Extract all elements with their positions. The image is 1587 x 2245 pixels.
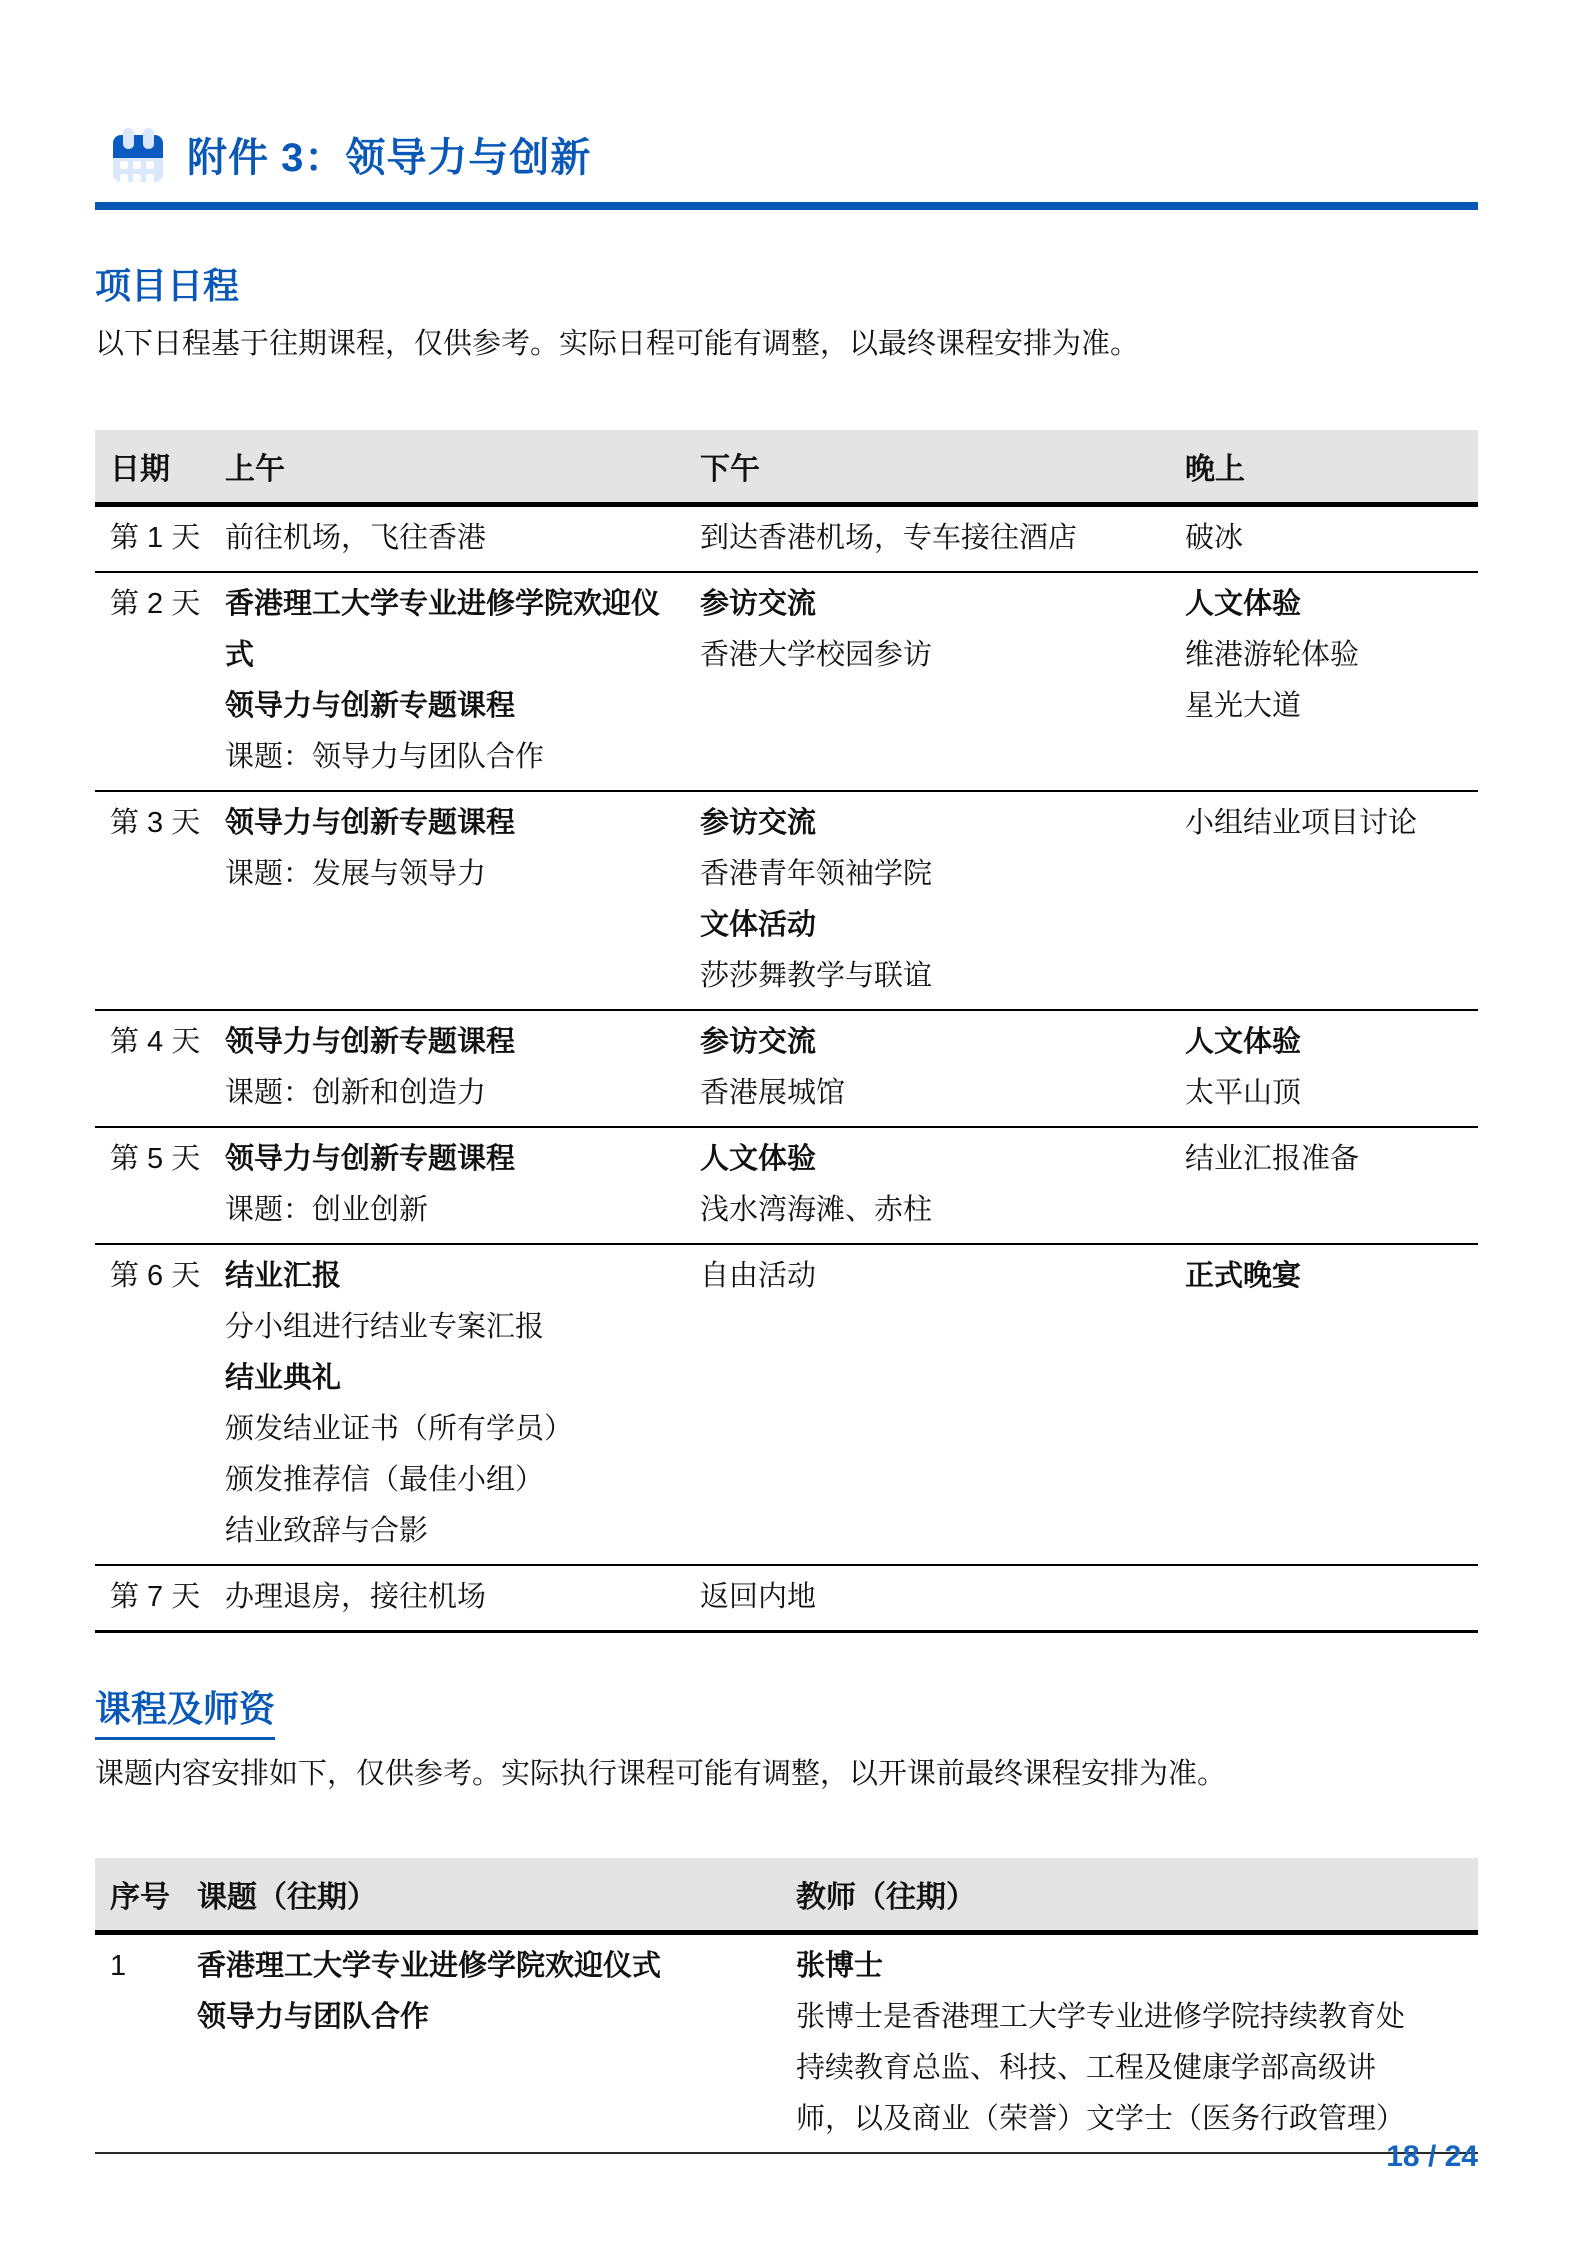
text-line: 领导力与创新专题课程 xyxy=(225,690,516,722)
text-line: 课题：创业创新 xyxy=(225,1194,429,1226)
courses-topic-cell xyxy=(182,1933,781,2154)
schedule-afternoon-cell xyxy=(685,572,1170,791)
document-header xyxy=(113,126,1478,183)
schedule-morning-cell xyxy=(210,791,685,1010)
schedule-day-cell xyxy=(95,1244,210,1565)
schedule-col-evening: 晚上 xyxy=(1170,430,1478,505)
schedule-afternoon-cell xyxy=(685,505,1170,573)
schedule-row xyxy=(95,1127,1478,1244)
calendar-icon-dot xyxy=(120,174,128,182)
text-line: 参访交流 xyxy=(700,807,817,839)
calendar-icon-dot xyxy=(146,174,154,182)
calendar-icon-band xyxy=(113,135,163,158)
schedule-day-cell xyxy=(95,1565,210,1632)
title-divider xyxy=(95,202,1478,210)
text-line: 正式晚宴 xyxy=(1185,1260,1302,1292)
text-line: 第 3 天 xyxy=(110,807,201,839)
text-line: 维港游轮体验 xyxy=(1185,639,1360,671)
schedule-morning-cell xyxy=(210,1010,685,1127)
text-line: 香港青年领袖学院 xyxy=(700,858,933,890)
text-line: 香港大学校园参访 xyxy=(700,639,933,671)
page-title: 附件 3：领导力与创新 xyxy=(187,136,592,180)
text-line: 参访交流 xyxy=(700,1026,817,1058)
schedule-morning-cell xyxy=(210,505,685,573)
calendar-icon-dot xyxy=(146,161,154,169)
text-line: 香港展城馆 xyxy=(700,1077,846,1109)
schedule-day-cell xyxy=(95,505,210,573)
courses-note: 课题内容安排如下，仅供参考。实际执行课程可能有调整，以开课前最终课程安排为准。 xyxy=(95,1758,1227,1790)
text-line: 香港理工大学专业进修学院欢迎仪式 xyxy=(197,1950,662,1982)
text-line: 课题：领导力与团队合作 xyxy=(225,741,545,773)
courses-table xyxy=(95,1858,1478,2154)
schedule-section xyxy=(95,262,1478,1633)
schedule-row xyxy=(95,1565,1478,1632)
calendar-icon-ring xyxy=(143,128,154,149)
schedule-afternoon-cell xyxy=(685,1565,1170,1632)
schedule-afternoon-cell xyxy=(685,791,1170,1010)
text-line: 人文体验 xyxy=(700,1143,817,1175)
text-line: 第 4 天 xyxy=(110,1026,201,1058)
text-line: 张博士是香港理工大学专业进修学院持续教育处 xyxy=(796,2001,1406,2033)
schedule-evening-cell xyxy=(1170,1010,1478,1127)
schedule-afternoon-cell xyxy=(685,1244,1170,1565)
text-line: 前往机场，飞往香港 xyxy=(225,522,487,554)
text-line: 分小组进行结业专案汇报 xyxy=(225,1311,545,1343)
text-line: 持续教育总监、科技、工程及健康学部高级讲 xyxy=(796,2052,1377,2084)
schedule-morning-cell xyxy=(210,572,685,791)
schedule-evening-cell xyxy=(1170,505,1478,573)
text-line: 星光大道 xyxy=(1185,690,1302,722)
schedule-heading: 项目日程 xyxy=(95,265,240,306)
text-line: 到达香港机场，专车接往酒店 xyxy=(700,522,1078,554)
schedule-col-afternoon: 下午 xyxy=(685,430,1170,505)
text-line: 办理退房，接往机场 xyxy=(225,1581,487,1613)
text-line: 浅水湾海滩、赤柱 xyxy=(700,1194,933,1226)
text-line: 自由活动 xyxy=(700,1260,817,1292)
schedule-day-cell xyxy=(95,1010,210,1127)
courses-col-teacher: 教师（往期） xyxy=(781,1858,1478,1933)
schedule-evening-cell xyxy=(1170,1127,1478,1244)
schedule-morning-cell xyxy=(210,1244,685,1565)
text-line: 领导力与创新专题课程 xyxy=(225,1026,516,1058)
schedule-table xyxy=(95,430,1478,1633)
text-line: 结业汇报 xyxy=(225,1260,342,1292)
page-number: 18 / 24 xyxy=(1386,2140,1478,2173)
schedule-morning-cell xyxy=(210,1127,685,1244)
calendar-icon-ring xyxy=(123,128,134,149)
courses-no-cell xyxy=(95,1933,182,2154)
schedule-morning-cell xyxy=(210,1565,685,1632)
text-line: 颁发推荐信（最佳小组） xyxy=(225,1464,545,1496)
text-line: 张博士 xyxy=(796,1950,884,1982)
schedule-row xyxy=(95,1010,1478,1127)
text-line: 太平山顶 xyxy=(1185,1077,1302,1109)
text-line: 第 1 天 xyxy=(110,522,201,554)
text-line: 领导力与创新专题课程 xyxy=(225,1143,516,1175)
schedule-col-date: 日期 xyxy=(95,430,210,505)
courses-heading: 课程及师资 xyxy=(95,1685,275,1740)
courses-col-topic: 课题（往期） xyxy=(182,1858,781,1933)
text-line: 香港理工大学专业进修学院欢迎仪式 xyxy=(225,588,661,671)
courses-section xyxy=(95,1685,1478,2154)
text-line: 颁发结业证书（所有学员） xyxy=(225,1413,574,1445)
schedule-col-morning: 上午 xyxy=(210,430,685,505)
text-line: 破冰 xyxy=(1185,522,1244,554)
text-line: 文体活动 xyxy=(700,909,817,941)
text-line: 结业汇报准备 xyxy=(1185,1143,1360,1175)
text-line: 领导力与创新专题课程 xyxy=(225,807,516,839)
schedule-afternoon-cell xyxy=(685,1127,1170,1244)
text-line: 人文体验 xyxy=(1185,588,1302,620)
schedule-evening-cell xyxy=(1170,1244,1478,1565)
text-line: 莎莎舞教学与联谊 xyxy=(700,960,933,992)
text-line: 1 xyxy=(110,1950,127,1982)
text-line: 小组结业项目讨论 xyxy=(1185,807,1418,839)
calendar-icon-body xyxy=(113,158,163,182)
calendar-icon xyxy=(113,128,163,182)
schedule-row xyxy=(95,505,1478,573)
courses-row xyxy=(95,1933,1478,2154)
text-line: 结业致辞与合影 xyxy=(225,1515,429,1547)
calendar-icon-dot xyxy=(120,161,128,169)
text-line: 返回内地 xyxy=(700,1581,817,1613)
schedule-row xyxy=(95,1244,1478,1565)
text-line: 第 7 天 xyxy=(110,1581,201,1613)
schedule-evening-cell xyxy=(1170,1565,1478,1632)
text-line: 师，以及商业（荣誉）文学士（医务行政管理） xyxy=(796,2103,1406,2135)
courses-header-row xyxy=(95,1858,1478,1933)
text-line: 人文体验 xyxy=(1185,1026,1302,1058)
text-line: 课题：发展与领导力 xyxy=(225,858,487,890)
schedule-header-row xyxy=(95,430,1478,505)
calendar-icon-dot xyxy=(133,161,141,169)
schedule-evening-cell xyxy=(1170,572,1478,791)
schedule-evening-cell xyxy=(1170,791,1478,1010)
courses-teacher-cell xyxy=(781,1933,1478,2154)
text-line: 第 5 天 xyxy=(110,1143,201,1175)
schedule-afternoon-cell xyxy=(685,1010,1170,1127)
schedule-day-cell xyxy=(95,572,210,791)
text-line: 结业典礼 xyxy=(225,1362,342,1394)
schedule-row xyxy=(95,572,1478,791)
text-line: 第 6 天 xyxy=(110,1260,201,1292)
schedule-note: 以下日程基于往期课程，仅供参考。实际日程可能有调整，以最终课程安排为准。 xyxy=(95,328,1140,360)
text-line: 第 2 天 xyxy=(110,588,201,620)
text-line: 参访交流 xyxy=(700,588,817,620)
text-line: 课题：创新和创造力 xyxy=(225,1077,487,1109)
schedule-day-cell xyxy=(95,791,210,1010)
courses-col-no: 序号 xyxy=(95,1858,182,1933)
calendar-icon-dot xyxy=(133,174,141,182)
schedule-row xyxy=(95,791,1478,1010)
schedule-day-cell xyxy=(95,1127,210,1244)
text-line: 领导力与团队合作 xyxy=(197,2001,430,2033)
